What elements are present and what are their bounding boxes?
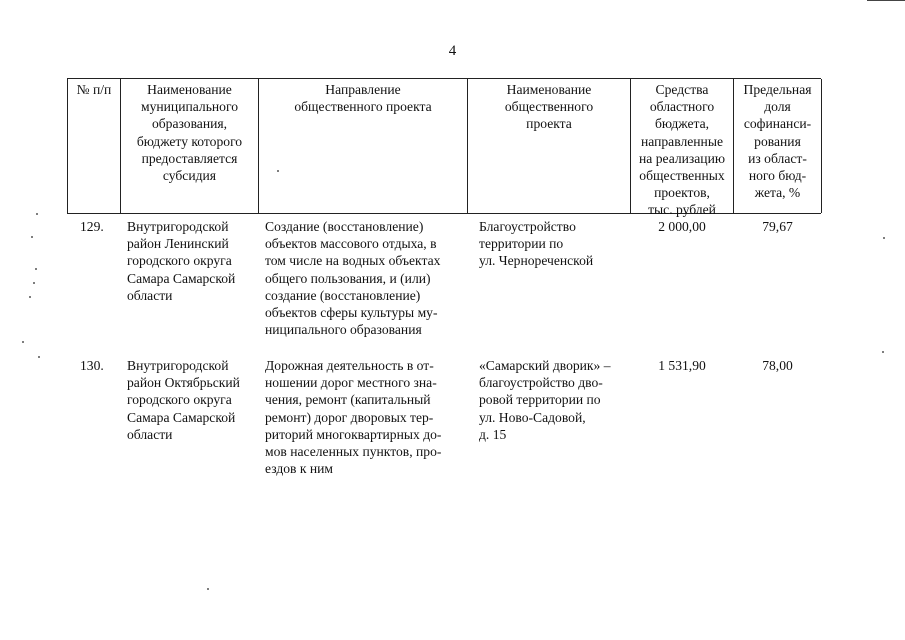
header-share: Предельная доля софинанси- рования из област- ного бюд- жета, % (743, 82, 812, 201)
row-direction: Дорожная деятельность в от- ношении дорог местного зна- чения, ремонт (капитальный ремонт) дорог дворовых тер- риторий многоквартирных до- мов населенных пунктов, про- ездов к ним (265, 358, 442, 477)
scan-edge-mark (867, 0, 905, 1)
row-project: «Самарский дворик» – благоустройство дво- ровой территории по ул. Ново-Садовой, д. 15 (479, 358, 611, 442)
row-share: 79,67 (762, 219, 793, 234)
row-funds: 2 000,00 (658, 219, 706, 234)
header-funds: Средства областного бюджета, направленные на реализацию общественных проектов, тыс. рублей (638, 82, 726, 218)
row-direction: Создание (восстановление) объектов массового отдыха, в том числе на водных объектах общего пользования, и (или) создание (восстановление) объектов сферы культуры му- ниципального образования (265, 219, 441, 338)
row-num: 130. (80, 358, 104, 373)
page-number: 4 (448, 43, 457, 59)
row-funds: 1 531,90 (658, 358, 706, 373)
header-direction: Направление общественного проекта (294, 82, 432, 115)
header-project: Наименование общественного проекта (504, 82, 594, 132)
row-municipality: Внутригородской район Ленинский городского округа Самара Самарской области (127, 219, 236, 303)
row-project: Благоустройство территории по ул. Чернореченской (479, 219, 594, 269)
header-municipality: Наименование муниципального образования, бюджету которого предоставляется субсидия (136, 82, 243, 184)
row-share: 78,00 (762, 358, 793, 373)
header-num: № п/п (76, 82, 112, 97)
row-municipality: Внутригородской район Октябрьский городского округа Самара Самарской области (127, 358, 240, 442)
row-num: 129. (80, 219, 104, 234)
